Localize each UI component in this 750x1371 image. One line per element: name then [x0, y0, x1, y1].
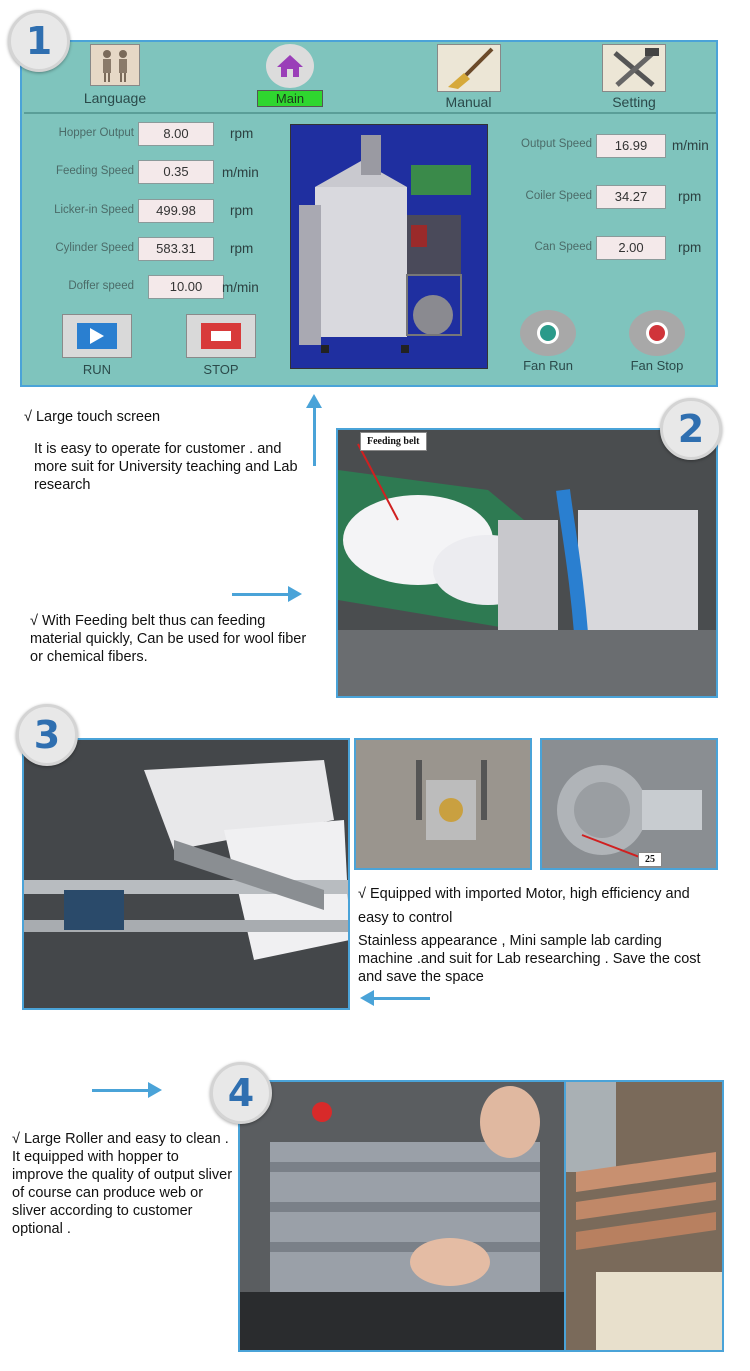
run-label: RUN [82, 362, 112, 377]
param-label: Coiler Speed [525, 190, 592, 202]
screen-nav-bar [22, 42, 716, 110]
s3-title: √ Equipped with imported Motor, high efficiency and easy to control [358, 886, 690, 926]
right-arrow-icon [232, 593, 298, 596]
param-unit: rpm [230, 241, 254, 256]
param-label: Hopper Output [58, 127, 134, 139]
rollers-photo [22, 738, 350, 1010]
param-label: Feeding Speed [55, 165, 134, 177]
broom-icon [437, 44, 501, 92]
gear-detail-photo [354, 738, 532, 870]
param-unit: m/min [222, 280, 259, 295]
param-value[interactable]: 8.00 [138, 122, 214, 146]
touch-screen-image [20, 40, 718, 387]
fan-stop-label: Fan Stop [630, 358, 684, 373]
hopper-roller-photo [566, 1080, 724, 1352]
right-arrow-icon [92, 1089, 158, 1092]
param-unit: rpm [678, 240, 702, 255]
stop-icon [186, 314, 256, 358]
param-value[interactable]: 583.31 [138, 237, 214, 261]
tools-icon [602, 44, 666, 92]
param-label: Licker-in Speed [54, 204, 134, 216]
motor-callout: 25 [638, 852, 662, 867]
nav-language-label: Language [83, 90, 147, 106]
stop-button[interactable] [180, 314, 262, 377]
nav-manual-label: Manual [445, 94, 492, 110]
section-badge-2: 2 [660, 398, 722, 460]
fan-run-button[interactable] [510, 310, 586, 373]
param-value[interactable]: 16.99 [596, 134, 666, 158]
param-label: Doffer speed [68, 280, 134, 292]
nav-manual[interactable] [426, 44, 511, 110]
section-badge-3: 3 [16, 704, 78, 766]
param-unit: rpm [230, 203, 254, 218]
param-unit: m/min [222, 165, 259, 180]
param-value[interactable]: 10.00 [148, 275, 224, 299]
param-value[interactable]: 499.98 [138, 199, 214, 223]
left-arrow-icon [364, 997, 430, 1000]
s3-body: Stainless appearance , Mini sample lab carding machine .and suit for Lab researching . Save the cost and save the space [358, 933, 701, 985]
up-arrow-icon [313, 404, 316, 466]
s2-body: √ With Feeding belt thus can feeding material quickly, Can be used for wool fiber or chemical fibers. [30, 613, 307, 665]
main-tab-label: Main [257, 90, 323, 107]
people-icon [90, 44, 140, 86]
param-unit: rpm [678, 189, 702, 204]
stop-label: STOP [203, 362, 239, 377]
nav-setting[interactable] [594, 44, 674, 110]
param-value[interactable]: 2.00 [596, 236, 666, 260]
param-label: Output Speed [521, 138, 592, 150]
play-icon [62, 314, 132, 358]
s1-body: It is easy to operate for customer . and more suit for University teaching and Lab research [34, 441, 298, 493]
param-value[interactable]: 0.35 [138, 160, 214, 184]
machine-3d-image [290, 124, 488, 369]
param-unit: m/min [672, 138, 709, 153]
param-label: Can Speed [534, 241, 592, 253]
param-unit: rpm [230, 126, 254, 141]
fan-stop-icon [629, 310, 685, 356]
param-value[interactable]: 34.27 [596, 185, 666, 209]
run-button[interactable] [56, 314, 138, 377]
fan-stop-button[interactable] [618, 310, 696, 373]
s4-body: √ Large Roller and easy to clean . It equipped with hopper to improve the quality of output sliver of course can produce web or sliver according to customer optional . [12, 1131, 233, 1237]
nav-main[interactable] [255, 44, 325, 107]
nav-language[interactable] [70, 44, 160, 106]
section-badge-4: 4 [210, 1062, 272, 1124]
s1-title: √ Large touch screen [24, 409, 161, 425]
motor-photo [540, 738, 718, 870]
section-badge-1: 1 [8, 10, 70, 72]
nav-setting-label: Setting [612, 94, 656, 110]
feeding-belt-photo [336, 428, 718, 698]
roller-cleaning-photo [238, 1080, 566, 1352]
param-label: Cylinder Speed [55, 242, 134, 254]
screen-main-panel [24, 112, 716, 382]
home-icon [266, 44, 314, 88]
feeding-belt-callout: Feeding belt [360, 432, 427, 451]
fan-run-icon [520, 310, 576, 356]
fan-run-label: Fan Run [523, 358, 573, 373]
